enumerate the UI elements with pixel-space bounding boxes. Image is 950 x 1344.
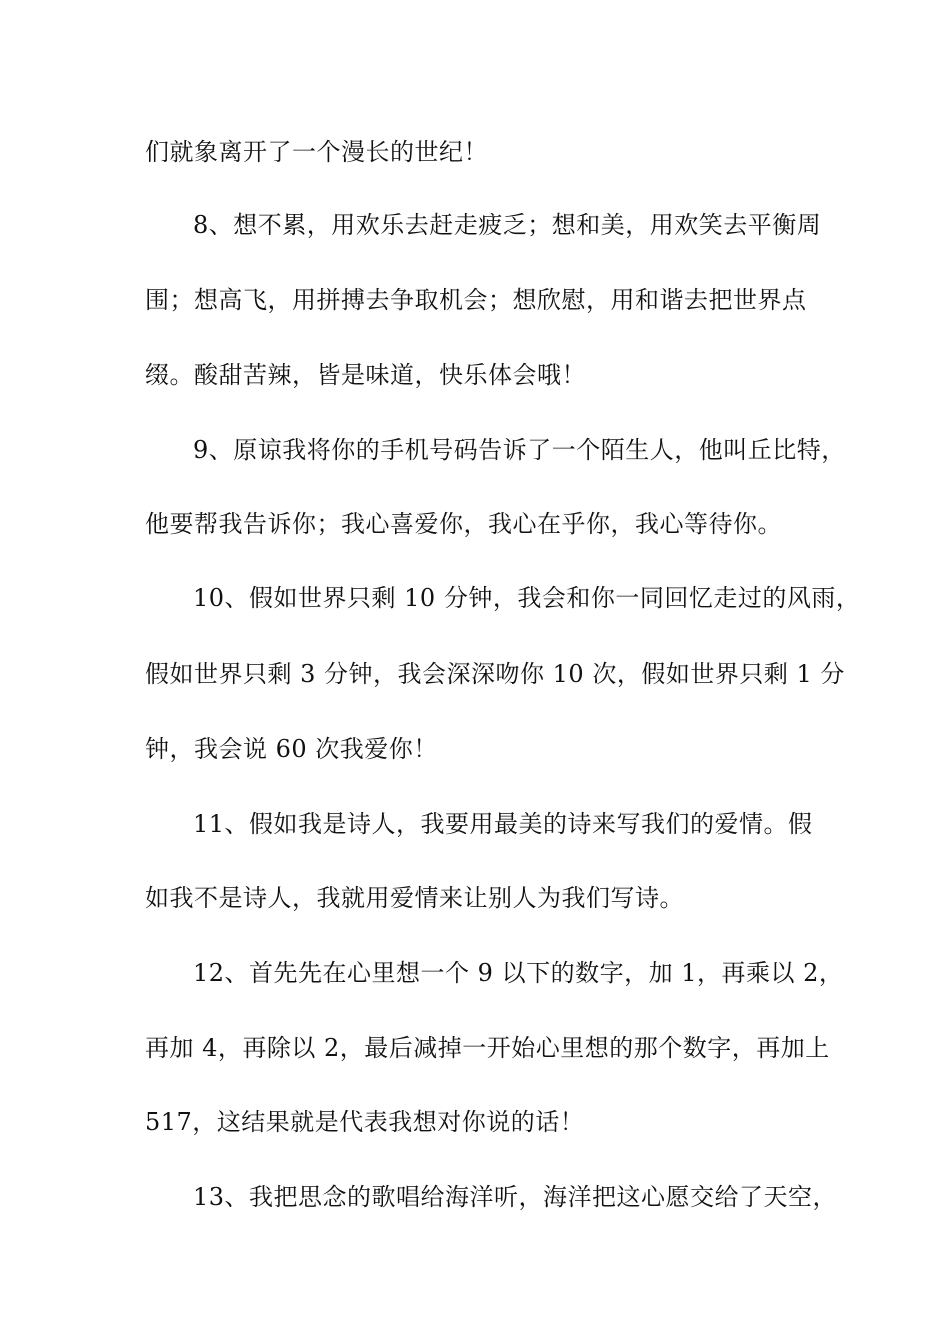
text-line: 10、假如世界只剩 10 分钟，我会和你一同回忆走过的风雨， [193,584,861,612]
text-line: 再加 4，再除以 2，最后减掉一开始心里想的那个数字，再加上 [145,1034,830,1062]
text-line: 围；想高飞，用拼搏去争取机会；想欣慰，用和谐去把世界点 [145,286,807,314]
text-line: 11、假如我是诗人，我要用最美的诗来写我们的爱情。假 [193,810,813,838]
text-line: 缀。酸甜苦辣，皆是味道，快乐体会哦！ [145,361,586,389]
text-line: 如我不是诗人，我就用爱情来让别人为我们写诗。 [145,884,684,912]
text-line: 们就象离开了一个漫长的世纪！ [145,138,488,166]
text-line: 假如世界只剩 3 分钟，我会深深吻你 10 次，假如世界只剩 1 分 [145,660,845,688]
text-line: 钟，我会说 60 次我爱你！ [145,735,438,763]
text-line: 9、原谅我将你的手机号码告诉了一个陌生人，他叫丘比特， [193,436,846,464]
text-line: 8、想不累，用欢乐去赶走疲乏；想和美，用欢笑去平衡周 [193,211,822,239]
text-line: 他要帮我告诉你；我心喜爱你，我心在乎你，我心等待你。 [145,510,782,538]
text-line: 517，这结果就是代表我想对你说的话！ [145,1108,585,1136]
text-line: 12、首先先在心里想一个 9 以下的数字，加 1，再乘以 2， [193,959,844,987]
text-line: 13、我把思念的歌唱给海洋听，海洋把这心愿交给了天空， [193,1183,838,1211]
